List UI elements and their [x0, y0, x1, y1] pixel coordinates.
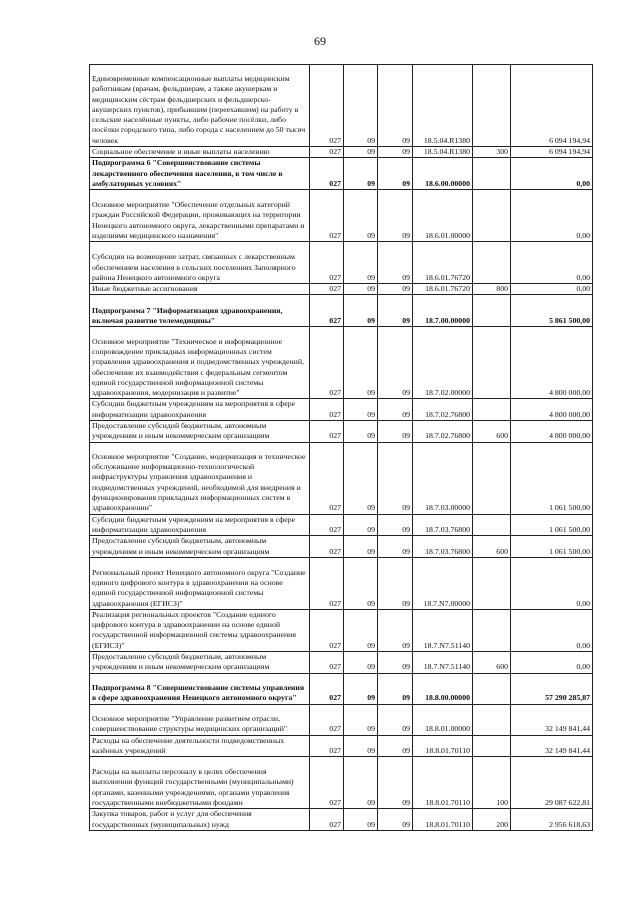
amount: 6 094 194,94 [511, 65, 593, 147]
subsection-code: 09 [378, 514, 413, 536]
subsection-code: 09 [378, 158, 413, 190]
amount: 2 956 618,63 [511, 809, 593, 831]
expense-type-code: 300 [473, 147, 511, 158]
section-code: 09 [344, 557, 378, 609]
amount: 6 094 194,94 [511, 147, 593, 158]
target-article-code: 18.7.02.76800 [413, 399, 473, 421]
amount: 4 800 000,00 [511, 421, 593, 443]
ministry-code: 027 [310, 295, 344, 327]
amount: 1 061 500,00 [511, 536, 593, 558]
ministry-code: 027 [310, 158, 344, 190]
section-code: 09 [344, 421, 378, 443]
target-article-code: 18.7.N7.51140 [413, 609, 473, 651]
target-article-code: 18.6.01.00000 [413, 190, 473, 242]
section-code: 09 [344, 190, 378, 242]
target-article-code: 18.7.02.00000 [413, 327, 473, 399]
target-article-code: 18.6.00.00000 [413, 158, 473, 190]
section-code: 09 [344, 757, 378, 809]
target-article-code: 18.7.03.76800 [413, 514, 473, 536]
section-code: 09 [344, 158, 378, 190]
ministry-code: 027 [310, 536, 344, 558]
subsection-code: 09 [378, 557, 413, 609]
row-name: Реализация региональных проектов "Создание единого цифрового контура в здравоохранении на основе единой государственной информационной системы здравоохранения (ЕГИСЗ)" [90, 609, 310, 651]
amount: 4 800 000,00 [511, 327, 593, 399]
amount: 32 149 841,44 [511, 704, 593, 735]
ministry-code: 027 [310, 757, 344, 809]
ministry-code: 027 [310, 147, 344, 158]
subsection-code: 09 [378, 190, 413, 242]
table-row [90, 242, 593, 284]
amount: 4 800 000,00 [511, 399, 593, 421]
ministry-code: 027 [310, 421, 344, 443]
subsection-code: 09 [378, 421, 413, 443]
row-name: Субсидии на возмещение затрат, связанных с лекарственным обеспечением населения в сельских поселениях Заполярного района Ненецкого автономного округа [90, 242, 310, 284]
target-article-code: 18.7.03.00000 [413, 442, 473, 514]
subsection-code: 09 [378, 673, 413, 704]
target-article-code: 18.6.01.76720 [413, 284, 473, 295]
subsection-code: 09 [378, 536, 413, 558]
table-row [90, 327, 593, 399]
amount: 32 149 841,44 [511, 735, 593, 757]
expense-type-code [473, 158, 511, 190]
expense-type-code [473, 65, 511, 147]
section-code: 09 [344, 609, 378, 651]
table-row [90, 442, 593, 514]
expense-type-code: 100 [473, 757, 511, 809]
amount: 57 290 285,87 [511, 673, 593, 704]
ministry-code: 027 [310, 735, 344, 757]
subsection-code: 09 [378, 399, 413, 421]
ministry-code: 027 [310, 399, 344, 421]
section-code: 09 [344, 442, 378, 514]
amount: 0,00 [511, 158, 593, 190]
section-code: 09 [344, 704, 378, 735]
expense-type-code: 200 [473, 809, 511, 831]
amount: 0,00 [511, 609, 593, 651]
row-name: Закупка товаров, работ и услуг для обеспечения государственных (муниципальных) нужд [90, 809, 310, 831]
table-row [90, 809, 593, 831]
section-code: 09 [344, 284, 378, 295]
ministry-code: 027 [310, 609, 344, 651]
expense-type-code [473, 609, 511, 651]
expense-type-code [473, 190, 511, 242]
table-row [90, 757, 593, 809]
table-row [90, 147, 593, 158]
ministry-code: 027 [310, 442, 344, 514]
row-name: Основное мероприятие "Создание, модернизация и техническое обслуживание информационно-технологической инфраструктуры управления здравоохранения и подведомственных учреждений, необходимой для внедрения и функционирования прикладных информационных систем в здравоохранении" [90, 442, 310, 514]
table-row [90, 536, 593, 558]
expense-type-code: 600 [473, 421, 511, 443]
subsection-code: 09 [378, 295, 413, 327]
section-code: 09 [344, 514, 378, 536]
ministry-code: 027 [310, 809, 344, 831]
ministry-code: 027 [310, 652, 344, 674]
section-code: 09 [344, 399, 378, 421]
expense-type-code [473, 673, 511, 704]
target-article-code: 18.7.03.76800 [413, 536, 473, 558]
expense-type-code [473, 557, 511, 609]
ministry-code: 027 [310, 673, 344, 704]
amount: 0,00 [511, 557, 593, 609]
row-name: Региональный проект Ненецкого автономного округа "Создание единого цифрового контура в здравоохранении на основе единой государственной информационной системы здравоохранения (ЕГИСЗ)" [90, 557, 310, 609]
target-article-code: 18.8.00.00000 [413, 673, 473, 704]
amount: 0,00 [511, 652, 593, 674]
section-code: 09 [344, 673, 378, 704]
row-name: Субсидии бюджетным учреждениям на мероприятия в сфере информатизации здравоохранения [90, 399, 310, 421]
target-article-code: 18.8.01.70110 [413, 735, 473, 757]
subsection-code: 09 [378, 65, 413, 147]
amount: 5 861 500,00 [511, 295, 593, 327]
row-name: Предоставление субсидий бюджетным, автономным учреждениям и иным некоммерческим организациям [90, 421, 310, 443]
subsection-code: 09 [378, 284, 413, 295]
table-row [90, 158, 593, 190]
section-code: 09 [344, 652, 378, 674]
target-article-code: 18.7.02.76800 [413, 421, 473, 443]
row-name: Подпрограмма 8 "Совершенствование системы управления в сфере здравоохранения Ненецкого автономного округа" [90, 673, 310, 704]
section-code: 09 [344, 536, 378, 558]
expense-type-code: 800 [473, 284, 511, 295]
subsection-code: 09 [378, 652, 413, 674]
section-code: 09 [344, 327, 378, 399]
target-article-code: 18.8.01.70110 [413, 809, 473, 831]
ministry-code: 027 [310, 514, 344, 536]
row-name: Подпрограмма 6 "Совершенствование системы лекарственного обеспечения населения, в том числе в амбулаторных условиях" [90, 158, 310, 190]
amount: 0,00 [511, 190, 593, 242]
subsection-code: 09 [378, 809, 413, 831]
row-name: Социальное обеспечение и иные выплаты населению [90, 147, 310, 158]
subsection-code: 09 [378, 147, 413, 158]
table-row [90, 514, 593, 536]
section-code: 09 [344, 735, 378, 757]
ministry-code: 027 [310, 242, 344, 284]
subsection-code: 09 [378, 327, 413, 399]
row-name: Подпрограмма 7 "Информатизация здравоохранения, включая развитие телемедицины" [90, 295, 310, 327]
expense-type-code [473, 442, 511, 514]
table-row [90, 557, 593, 609]
amount: 1 061 500,00 [511, 514, 593, 536]
target-article-code: 18.7.N7.51140 [413, 652, 473, 674]
ministry-code: 027 [310, 327, 344, 399]
table-row [90, 399, 593, 421]
target-article-code: 18.7.N7.00000 [413, 557, 473, 609]
row-name: Субсидии бюджетным учреждениям на мероприятия в сфере информатизации здравоохранения [90, 514, 310, 536]
table-row [90, 190, 593, 242]
table-row [90, 65, 593, 147]
row-name: Основное мероприятие "Управление развитием отрасли, совершенствование структуры медицинских организаций" [90, 704, 310, 735]
section-code: 09 [344, 809, 378, 831]
ministry-code: 027 [310, 190, 344, 242]
subsection-code: 09 [378, 609, 413, 651]
table-row [90, 704, 593, 735]
ministry-code: 027 [310, 65, 344, 147]
row-name: Расходы на обеспечение деятельности подведомственных казённых учреждений [90, 735, 310, 757]
table-row [90, 295, 593, 327]
section-code: 09 [344, 65, 378, 147]
table-row [90, 421, 593, 443]
target-article-code: 18.6.01.76720 [413, 242, 473, 284]
expense-type-code [473, 242, 511, 284]
expense-type-code [473, 704, 511, 735]
row-name: Основное мероприятие "Обеспечение отдельных категорий граждан Российской Федерации, проживающих на территории Ненецкого автономного округа, лекарственными препаратами и изделиями медицинского назначения" [90, 190, 310, 242]
amount: 1 061 500,00 [511, 442, 593, 514]
expense-type-code: 600 [473, 536, 511, 558]
target-article-code: 18.8.01.70110 [413, 757, 473, 809]
ministry-code: 027 [310, 284, 344, 295]
expense-type-code [473, 399, 511, 421]
table-row [90, 673, 593, 704]
target-article-code: 18.8.01.00000 [413, 704, 473, 735]
expense-type-code [473, 295, 511, 327]
row-name: Основное мероприятие "Техническое и информационное сопровождение прикладных информационных систем управления здравоохранения и подведомственных учреждений, обеспечение их взаимодействия с федеральным сегментом единой государственной информационной системы здравоохранения, модернизация и развитие" [90, 327, 310, 399]
subsection-code: 09 [378, 704, 413, 735]
ministry-code: 027 [310, 704, 344, 735]
amount: 0,00 [511, 284, 593, 295]
row-name: Иные бюджетные ассигнования [90, 284, 310, 295]
expense-type-code [473, 327, 511, 399]
row-name: Расходы на выплаты персоналу в целях обеспечения выполнения функций государственными (муниципальными) органами, казенными учреждениями, органами управления государственными внебюджетными фондами [90, 757, 310, 809]
table-row [90, 735, 593, 757]
table-row [90, 609, 593, 651]
section-code: 09 [344, 242, 378, 284]
subsection-code: 09 [378, 735, 413, 757]
target-article-code: 18.5.04.R1380 [413, 65, 473, 147]
row-name: Предоставление субсидий бюджетным, автономным учреждениям и иным некоммерческим организациям [90, 536, 310, 558]
row-name: Предоставление субсидий бюджетным, автономным учреждениям и иным некоммерческим организациям [90, 652, 310, 674]
expense-type-code [473, 735, 511, 757]
target-article-code: 18.7.00.00000 [413, 295, 473, 327]
ministry-code: 027 [310, 557, 344, 609]
subsection-code: 09 [378, 442, 413, 514]
subsection-code: 09 [378, 757, 413, 809]
target-article-code: 18.5.04.R1380 [413, 147, 473, 158]
page-number: 69 [314, 34, 326, 48]
table-row [90, 652, 593, 674]
budget-table [89, 64, 593, 831]
amount: 29 087 622,81 [511, 757, 593, 809]
amount: 0,00 [511, 242, 593, 284]
expense-type-code: 600 [473, 652, 511, 674]
subsection-code: 09 [378, 242, 413, 284]
row-name: Единовременные компенсационные выплаты медицинским работникам (врачам, фельдшерам, а также акушеркам и медицинским сёстрам фельдшерских и фельдшерско-акушерских пунктов), прибывшим (переехавшим) на работу в сельские населённые пункты, либо рабочие посёлки, либо посёлки городского типа, либо города с населением до 50 тысяч человек [90, 65, 310, 147]
table-row [90, 284, 593, 295]
section-code: 09 [344, 147, 378, 158]
section-code: 09 [344, 295, 378, 327]
expense-type-code [473, 514, 511, 536]
